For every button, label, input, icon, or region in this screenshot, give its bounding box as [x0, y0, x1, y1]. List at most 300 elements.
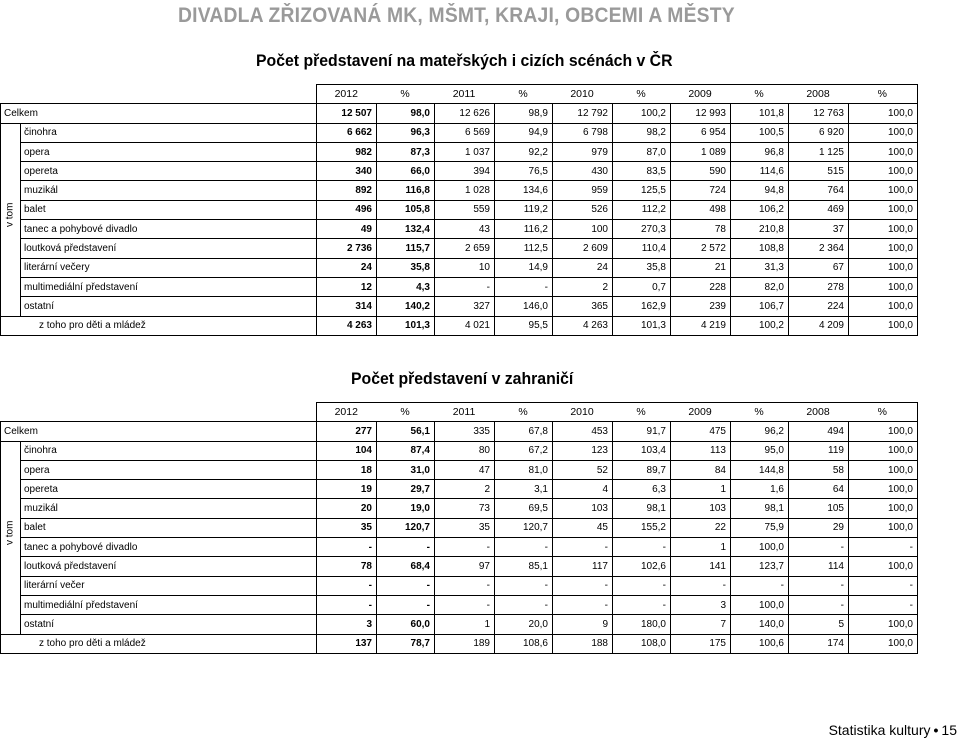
table-cell: 19,0	[377, 499, 435, 518]
section2-table	[0, 402, 918, 654]
column-header: 2009	[671, 85, 731, 104]
table-cell: 31,0	[377, 460, 435, 479]
row-label: literární večer	[21, 576, 317, 595]
column-header: 2012	[317, 403, 377, 422]
table-cell: 100,0	[849, 200, 918, 219]
table-cell: 119	[789, 441, 849, 460]
table-cell: -	[377, 576, 435, 595]
table-cell: 108,6	[495, 634, 553, 653]
table-cell: 113	[671, 441, 731, 460]
table-cell: 12 626	[435, 104, 495, 123]
table-cell: 68,4	[377, 557, 435, 576]
table-cell: 117	[553, 557, 613, 576]
table-cell: 590	[671, 162, 731, 181]
table-cell: 35,8	[377, 258, 435, 277]
row-label: z toho pro děti a mládež	[1, 316, 317, 335]
table-cell: 66,0	[377, 162, 435, 181]
table-cell: 115,7	[377, 239, 435, 258]
table-cell: 103,4	[613, 441, 671, 460]
table-cell: 1	[671, 480, 731, 499]
table-cell: 1 037	[435, 142, 495, 161]
table-cell: 81,0	[495, 460, 553, 479]
column-header: %	[377, 85, 435, 104]
table-cell: 100,0	[731, 595, 789, 614]
table-cell: 85,1	[495, 557, 553, 576]
table-cell: 100,2	[613, 104, 671, 123]
table-cell: 155,2	[613, 518, 671, 537]
table-cell: 114	[789, 557, 849, 576]
row-label: muzikál	[21, 181, 317, 200]
table-cell: -	[317, 576, 377, 595]
table-cell: 87,4	[377, 441, 435, 460]
table-cell: 140,0	[731, 615, 789, 634]
table-cell: 100,0	[849, 123, 918, 142]
table-cell: 22	[671, 518, 731, 537]
table-cell: 119,2	[495, 200, 553, 219]
table-cell: 123,7	[731, 557, 789, 576]
table-cell: 188	[553, 634, 613, 653]
table-cell: 123	[553, 441, 613, 460]
table-cell: 2 572	[671, 239, 731, 258]
table-cell: 132,4	[377, 220, 435, 239]
table-cell: 45	[553, 518, 613, 537]
table-row	[1, 277, 918, 296]
table-cell: 3,1	[495, 480, 553, 499]
table-cell: 314	[317, 297, 377, 316]
table-row	[1, 441, 918, 460]
table-cell: 96,3	[377, 123, 435, 142]
page-footer	[829, 722, 957, 738]
table-row	[1, 460, 918, 479]
table-cell: -	[435, 595, 495, 614]
table-cell: 327	[435, 297, 495, 316]
table-cell: -	[377, 538, 435, 557]
table-cell: 29,7	[377, 480, 435, 499]
footer-separator: •	[933, 722, 939, 738]
column-header: 2009	[671, 403, 731, 422]
row-label: muzikál	[21, 499, 317, 518]
table-cell: -	[495, 576, 553, 595]
header-row	[1, 85, 918, 104]
table-row	[1, 123, 918, 142]
table-cell: 174	[789, 634, 849, 653]
table-cell: 228	[671, 277, 731, 296]
table-cell: 21	[671, 258, 731, 277]
footer-text: Statistika kultury	[828, 722, 931, 738]
table-cell: 12 993	[671, 104, 731, 123]
section1-table	[0, 84, 918, 336]
table-cell: 100,0	[849, 181, 918, 200]
table-cell: 20	[317, 499, 377, 518]
table-cell: 1 028	[435, 181, 495, 200]
table-cell: 120,7	[495, 518, 553, 537]
table-cell: -	[377, 595, 435, 614]
table-cell: 97	[435, 557, 495, 576]
table-cell: -	[849, 538, 918, 557]
table-cell: 64	[789, 480, 849, 499]
kids-row	[1, 316, 918, 335]
table-cell: 100,5	[731, 123, 789, 142]
table-cell: 110,4	[613, 239, 671, 258]
table-cell: 9	[553, 615, 613, 634]
table-cell: 764	[789, 181, 849, 200]
table-cell: 100,0	[849, 142, 918, 161]
table-cell: 87,0	[613, 142, 671, 161]
table-cell: 4 021	[435, 316, 495, 335]
table-cell: 102,6	[613, 557, 671, 576]
column-header: %	[849, 85, 918, 104]
table-row	[1, 499, 918, 518]
table-cell: 24	[317, 258, 377, 277]
table-cell: -	[613, 595, 671, 614]
table-cell: 189	[435, 634, 495, 653]
table-row	[1, 142, 918, 161]
table-row	[1, 576, 918, 595]
table-cell: 3	[317, 615, 377, 634]
table-cell: 75,9	[731, 518, 789, 537]
table-cell: 108,8	[731, 239, 789, 258]
table-cell: 469	[789, 200, 849, 219]
table-row	[1, 200, 918, 219]
table-row	[1, 538, 918, 557]
table-cell: 559	[435, 200, 495, 219]
row-label: loutková představení	[21, 557, 317, 576]
table-cell: 101,3	[377, 316, 435, 335]
header-row	[1, 403, 918, 422]
table-row	[1, 258, 918, 277]
table-cell: 475	[671, 422, 731, 441]
table-cell: 120,7	[377, 518, 435, 537]
row-label: Celkem	[1, 104, 317, 123]
section2-title: Počet představení v zahraničí	[351, 369, 574, 388]
table-cell: 100	[553, 220, 613, 239]
table-cell: 180,0	[613, 615, 671, 634]
table-cell: 35	[435, 518, 495, 537]
table-cell: 78	[317, 557, 377, 576]
table-cell: -	[789, 576, 849, 595]
table-cell: 67,8	[495, 422, 553, 441]
table-cell: 4 263	[317, 316, 377, 335]
table-cell: -	[317, 595, 377, 614]
table-cell: -	[849, 595, 918, 614]
table-cell: 47	[435, 460, 495, 479]
table-cell: 92,2	[495, 142, 553, 161]
table-cell: 56,1	[377, 422, 435, 441]
table-cell: 67	[789, 258, 849, 277]
row-label: tanec a pohybové divadlo	[21, 538, 317, 557]
table-cell: -	[317, 538, 377, 557]
row-label: literární večery	[21, 258, 317, 277]
table-cell: 103	[671, 499, 731, 518]
column-header: %	[613, 403, 671, 422]
row-label: balet	[21, 518, 317, 537]
table-cell: 146,0	[495, 297, 553, 316]
table-row	[1, 162, 918, 181]
table-cell: 959	[553, 181, 613, 200]
table-cell: 98,2	[613, 123, 671, 142]
table-cell: 43	[435, 220, 495, 239]
table-cell: 1 089	[671, 142, 731, 161]
table-cell: 105	[789, 499, 849, 518]
table-cell: -	[789, 595, 849, 614]
table-cell: -	[435, 538, 495, 557]
table-cell: 210,8	[731, 220, 789, 239]
table-cell: 20,0	[495, 615, 553, 634]
table-cell: 6 920	[789, 123, 849, 142]
table-cell: -	[495, 277, 553, 296]
table-cell: 144,8	[731, 460, 789, 479]
table-cell: 84	[671, 460, 731, 479]
table-cell: 100,0	[849, 518, 918, 537]
row-label: ostatní	[21, 615, 317, 634]
table-cell: 982	[317, 142, 377, 161]
table-cell: 134,6	[495, 181, 553, 200]
table-cell: -	[613, 576, 671, 595]
table-cell: 6,3	[613, 480, 671, 499]
row-label: opera	[21, 142, 317, 161]
row-label: multimediální představení	[21, 595, 317, 614]
table-cell: 100,0	[849, 239, 918, 258]
table-cell: 340	[317, 162, 377, 181]
table-cell: -	[671, 576, 731, 595]
row-label: opereta	[21, 162, 317, 181]
kids-row	[1, 634, 918, 653]
table-cell: 100,0	[849, 634, 918, 653]
table-cell: 2	[435, 480, 495, 499]
table-cell: 526	[553, 200, 613, 219]
v-tom-group	[1, 441, 21, 634]
table-cell: 24	[553, 258, 613, 277]
table-cell: 162,9	[613, 297, 671, 316]
table-cell: 365	[553, 297, 613, 316]
table-cell: 49	[317, 220, 377, 239]
table-cell: 494	[789, 422, 849, 441]
table-cell: 98,0	[377, 104, 435, 123]
table-cell: 78,7	[377, 634, 435, 653]
table-cell: 100,2	[731, 316, 789, 335]
row-label: balet	[21, 200, 317, 219]
table-cell: 12 792	[553, 104, 613, 123]
row-label: ostatní	[21, 297, 317, 316]
table-cell: 95,0	[731, 441, 789, 460]
table-cell: 96,8	[731, 142, 789, 161]
row-label: činohra	[21, 441, 317, 460]
column-header: 2008	[789, 85, 849, 104]
column-header: 2011	[435, 85, 495, 104]
table-cell: 87,3	[377, 142, 435, 161]
table-cell: 496	[317, 200, 377, 219]
table-cell: -	[495, 595, 553, 614]
table-cell: 112,2	[613, 200, 671, 219]
table-cell: 140,2	[377, 297, 435, 316]
table-cell: 82,0	[731, 277, 789, 296]
table-cell: 100,0	[849, 499, 918, 518]
table-cell: 108,0	[613, 634, 671, 653]
table-cell: 6 662	[317, 123, 377, 142]
table-cell: 95,5	[495, 316, 553, 335]
row-label: opera	[21, 460, 317, 479]
table-cell: 60,0	[377, 615, 435, 634]
table-row	[1, 239, 918, 258]
table-row	[1, 181, 918, 200]
table-cell: -	[613, 538, 671, 557]
table-cell: 35,8	[613, 258, 671, 277]
table-cell: 7	[671, 615, 731, 634]
table-cell: 103	[553, 499, 613, 518]
row-label: opereta	[21, 480, 317, 499]
table-cell: 979	[553, 142, 613, 161]
table-cell: 892	[317, 181, 377, 200]
table-cell: 35	[317, 518, 377, 537]
table-cell: 100,0	[849, 297, 918, 316]
table-cell: 125,5	[613, 181, 671, 200]
table-cell: 724	[671, 181, 731, 200]
table-cell: -	[849, 576, 918, 595]
table-cell: 100,0	[849, 220, 918, 239]
table-cell: 4	[553, 480, 613, 499]
table-cell: 1	[435, 615, 495, 634]
table-cell: 96,2	[731, 422, 789, 441]
table-cell: 394	[435, 162, 495, 181]
column-header: 2008	[789, 403, 849, 422]
table-cell: 18	[317, 460, 377, 479]
table-cell: 0,7	[613, 277, 671, 296]
table-cell: 116,8	[377, 181, 435, 200]
table-cell: 106,2	[731, 200, 789, 219]
table-cell: 100,0	[849, 258, 918, 277]
table-cell: -	[495, 538, 553, 557]
table-cell: 52	[553, 460, 613, 479]
column-header: %	[613, 85, 671, 104]
table-cell: 83,5	[613, 162, 671, 181]
table-cell: 2 736	[317, 239, 377, 258]
column-header: %	[495, 403, 553, 422]
column-header: 2010	[553, 85, 613, 104]
page-title: DIVADLA ZŘIZOVANÁ MK, MŠMT, KRAJI, OBCEMI A MĚSTY	[178, 4, 735, 27]
table-cell: 80	[435, 441, 495, 460]
table-cell: -	[789, 538, 849, 557]
column-header: 2012	[317, 85, 377, 104]
table-cell: 100,0	[849, 480, 918, 499]
table-cell: 12 507	[317, 104, 377, 123]
table-cell: 278	[789, 277, 849, 296]
table-cell: 98,9	[495, 104, 553, 123]
table-cell: 1 125	[789, 142, 849, 161]
table-cell: 100,0	[849, 277, 918, 296]
table-cell: 67,2	[495, 441, 553, 460]
table-cell: 4 263	[553, 316, 613, 335]
table-cell: 69,5	[495, 499, 553, 518]
table-cell: 98,1	[613, 499, 671, 518]
table-row	[1, 220, 918, 239]
row-label: tanec a pohybové divadlo	[21, 220, 317, 239]
table-cell: 1,6	[731, 480, 789, 499]
table-cell: -	[435, 576, 495, 595]
table-cell: 100,0	[849, 104, 918, 123]
table-cell: 6 569	[435, 123, 495, 142]
table-cell: 31,3	[731, 258, 789, 277]
table-cell: 6 798	[553, 123, 613, 142]
table-cell: 89,7	[613, 460, 671, 479]
table-cell: 37	[789, 220, 849, 239]
table-cell: 101,3	[613, 316, 671, 335]
table-cell: -	[553, 595, 613, 614]
table-cell: 100,0	[849, 316, 918, 335]
table-cell: 104	[317, 441, 377, 460]
table-cell: 58	[789, 460, 849, 479]
table-cell: 100,0	[849, 557, 918, 576]
table-cell: 224	[789, 297, 849, 316]
table-cell: 137	[317, 634, 377, 653]
row-label: z toho pro děti a mládež	[1, 634, 317, 653]
table-cell: 94,9	[495, 123, 553, 142]
page-number: 15	[941, 722, 957, 738]
table-row	[1, 595, 918, 614]
table-cell: -	[553, 576, 613, 595]
table-cell: 4,3	[377, 277, 435, 296]
table-cell: 100,0	[849, 441, 918, 460]
table-cell: 3	[671, 595, 731, 614]
table-cell: 105,8	[377, 200, 435, 219]
table-cell: 141	[671, 557, 731, 576]
total-row	[1, 104, 918, 123]
table-cell: 4 209	[789, 316, 849, 335]
table-row	[1, 557, 918, 576]
table-cell: 498	[671, 200, 731, 219]
table-cell: 6 954	[671, 123, 731, 142]
table-row	[1, 518, 918, 537]
table-cell: 277	[317, 422, 377, 441]
table-cell: 270,3	[613, 220, 671, 239]
table-cell: -	[435, 277, 495, 296]
column-header: %	[377, 403, 435, 422]
table-cell: 100,0	[849, 162, 918, 181]
table-cell: 98,1	[731, 499, 789, 518]
section1-title: Počet představení na mateřských i cizích scénách v ČR	[256, 51, 673, 70]
table-cell: 100,0	[849, 422, 918, 441]
table-cell: 10	[435, 258, 495, 277]
column-header: %	[495, 85, 553, 104]
table-cell: 101,8	[731, 104, 789, 123]
header-blank	[1, 403, 317, 422]
table-cell: 78	[671, 220, 731, 239]
column-header: %	[731, 403, 789, 422]
column-header: 2010	[553, 403, 613, 422]
v-tom-label: v tom	[4, 520, 16, 545]
table-cell: -	[553, 538, 613, 557]
table-cell: 335	[435, 422, 495, 441]
table-cell: -	[731, 576, 789, 595]
table-cell: 73	[435, 499, 495, 518]
table-cell: 76,5	[495, 162, 553, 181]
table-cell: 5	[789, 615, 849, 634]
table-cell: 430	[553, 162, 613, 181]
row-label: multimediální představení	[21, 277, 317, 296]
table-cell: 114,6	[731, 162, 789, 181]
table-cell: 515	[789, 162, 849, 181]
row-label: Celkem	[1, 422, 317, 441]
table-cell: 100,0	[849, 460, 918, 479]
table-cell: 106,7	[731, 297, 789, 316]
table-cell: 2 364	[789, 239, 849, 258]
table-cell: 94,8	[731, 181, 789, 200]
table-row	[1, 615, 918, 634]
table-cell: 112,5	[495, 239, 553, 258]
table-cell: 175	[671, 634, 731, 653]
table-cell: 29	[789, 518, 849, 537]
column-header: %	[731, 85, 789, 104]
v-tom-label: v tom	[4, 202, 16, 227]
